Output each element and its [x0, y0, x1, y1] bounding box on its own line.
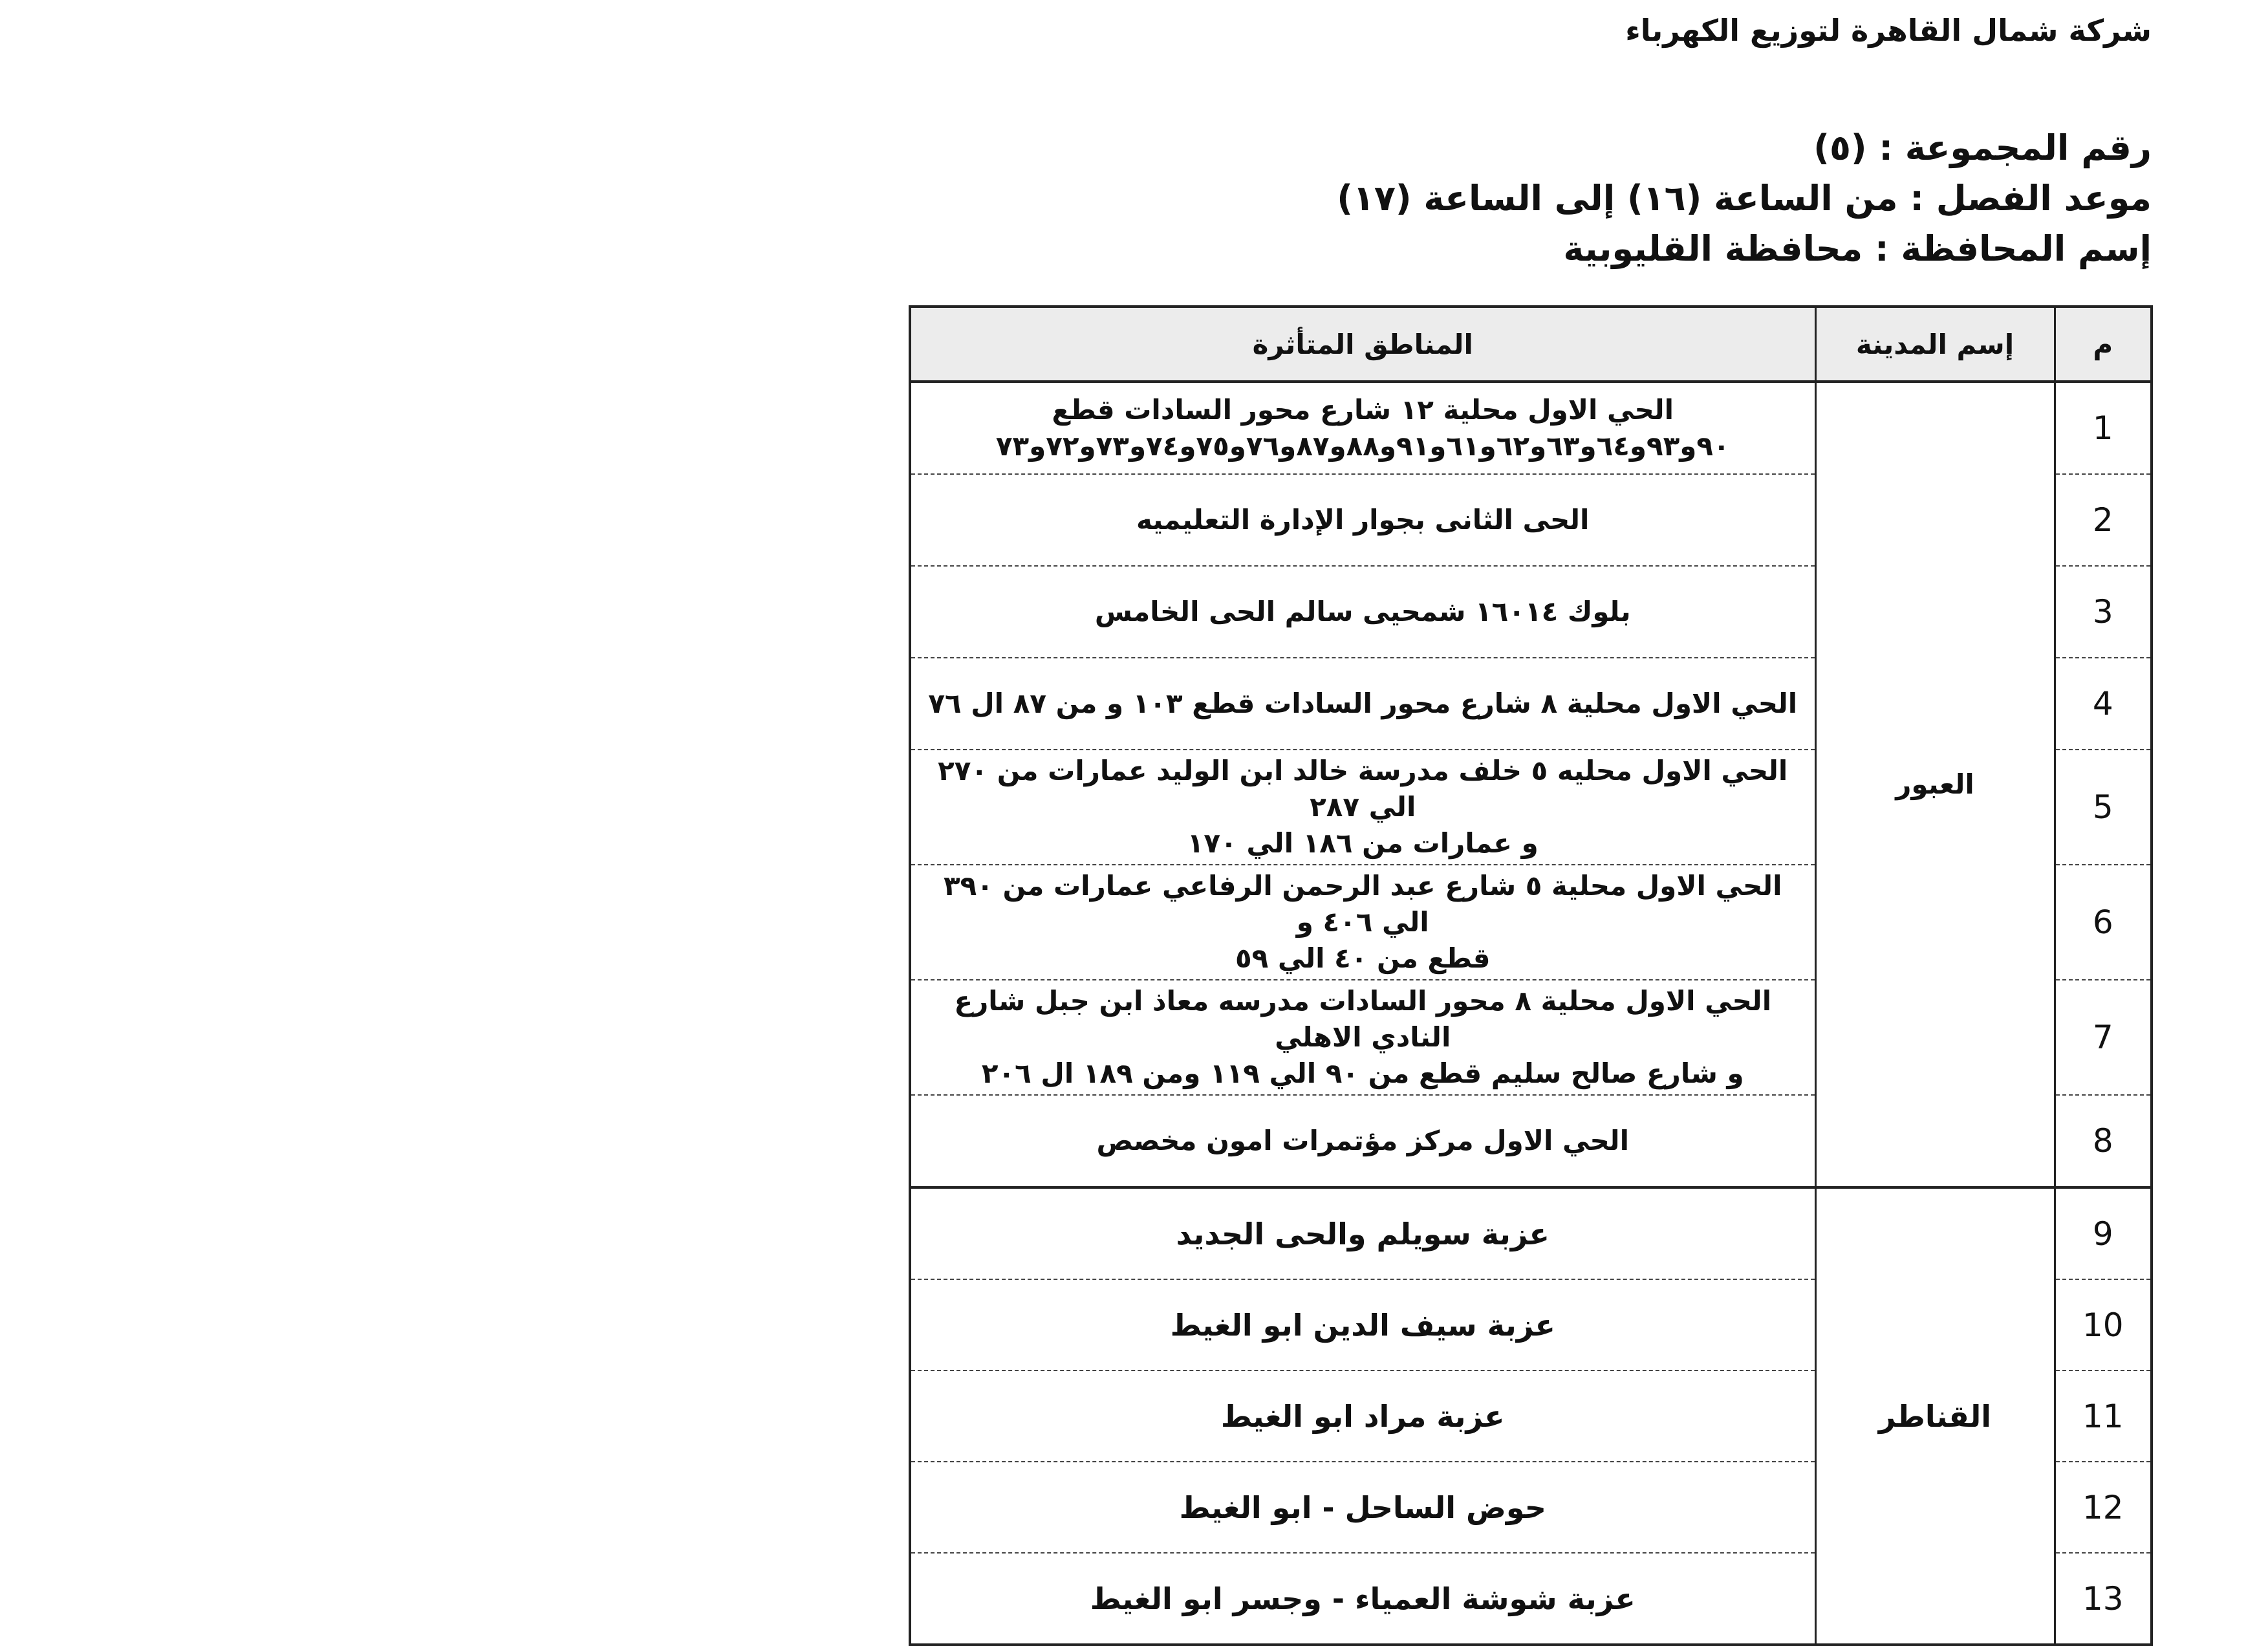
- group-number: رقم المجموعة : (٥): [1813, 127, 2152, 168]
- table-header-row: [910, 307, 2152, 382]
- row-number: 2: [2055, 474, 2152, 566]
- header-areas: المناطق المتأثرة: [910, 307, 1815, 382]
- row-number: 1: [2055, 382, 2152, 474]
- header-info: [1337, 123, 2152, 274]
- affected-area: [910, 474, 1815, 566]
- area-line-1: الحي الاول محلية ٥ شارع عبد الرحمن الرفاعي عمارات من ٣٩٠ الي ٤٠٦ و: [944, 870, 1782, 938]
- row-number: 10: [2055, 1279, 2152, 1370]
- row-number: 5: [2055, 750, 2152, 865]
- area-line-2: و شارع صالح سليم قطع من ٩٠ الي ١١٩ ومن ١٨٩ ال ٢٠٦: [981, 1057, 1744, 1089]
- affected-area: [910, 980, 1815, 1095]
- affected-area: [910, 566, 1815, 658]
- affected-area: [910, 658, 1815, 750]
- area-line-1: الحي الاول مركز مؤتمرات امون مخصص: [1096, 1125, 1629, 1156]
- row-number: 4: [2055, 658, 2152, 750]
- area-line-2: قطع من ٤٠ الي ٥٩: [1235, 942, 1491, 974]
- affected-area: [910, 1279, 1815, 1370]
- table-body: [910, 382, 2152, 1645]
- outage-table: [909, 305, 2153, 1646]
- area-line-1: الحي الاول محليه ٥ خلف مدرسة خالد ابن الوليد عمارات من ٢٧٠ الي ٢٨٧: [938, 755, 1788, 823]
- area-line-1: عزبة سويلم والحى الجديد: [1176, 1216, 1550, 1251]
- row-number: 12: [2055, 1462, 2152, 1553]
- table-row: [910, 382, 2152, 474]
- area-line-2: و عمارات من ١٨٦ الي ١٧٠: [1187, 827, 1539, 859]
- company-name: شركة شمال القاهرة لتوزيع الكهرباء: [1625, 13, 2152, 48]
- city-name: القناطر: [1815, 1187, 2055, 1645]
- governorate-name: إسم المحافظة : محافظة القليوبية: [1563, 228, 2152, 269]
- row-number: 3: [2055, 566, 2152, 658]
- row-number: 13: [2055, 1553, 2152, 1645]
- area-line-1: عزبة سيف الدين ابو الغيط: [1170, 1307, 1555, 1343]
- affected-area: [910, 1370, 1815, 1462]
- outage-time: موعد الفصل : من الساعة (١٦) إلى الساعة (١٧): [1337, 178, 2152, 219]
- row-number: 9: [2055, 1187, 2152, 1279]
- table-row: [910, 1187, 2152, 1279]
- row-number: 7: [2055, 980, 2152, 1095]
- city-name: العبور: [1815, 382, 2055, 1187]
- row-number: 8: [2055, 1095, 2152, 1187]
- affected-area: [910, 865, 1815, 980]
- area-line-1: بلوك ١٦٠١٤ شمحيى سالم الحى الخامس: [1094, 596, 1631, 627]
- affected-area: [910, 750, 1815, 865]
- affected-area: [910, 1553, 1815, 1645]
- affected-area: [910, 382, 1815, 474]
- area-line-1: عزبة شوشة العمياء - وجسر ابو الغيط: [1090, 1581, 1636, 1616]
- header-city: إسم المدينة: [1815, 307, 2055, 382]
- area-line-1: الحي الاول محلية ٨ شارع محور السادات قطع ١٠٣ و من ٨٧ ال ٧٦: [928, 688, 1798, 719]
- affected-area: [910, 1095, 1815, 1187]
- affected-area: [910, 1462, 1815, 1553]
- affected-area: [910, 1187, 1815, 1279]
- row-number: 6: [2055, 865, 2152, 980]
- area-line-1: حوض الساحل - ابو الغيط: [1179, 1489, 1546, 1525]
- row-number: 11: [2055, 1370, 2152, 1462]
- area-line-2: ٩٠و٩٣و٦٤و٦٣و٦٢و٦١و٩١و٨٨و٨٧و٧٦و٧٥و٧٤و٧٣و٧٢و٧٣: [995, 430, 1730, 462]
- area-line-1: الحي الاول محلية ٨ محور السادات مدرسه معاذ ابن جبل شارع النادي الاهلي: [954, 985, 1772, 1053]
- area-line-1: الحي الاول محلية ١٢ شارع محور السادات قطع: [1052, 394, 1674, 426]
- area-line-1: عزبة مراد ابو الغيط: [1220, 1398, 1505, 1434]
- area-line-1: الحى الثانى بجوار الإدارة التعليميه: [1136, 504, 1590, 536]
- header-num: م: [2055, 307, 2152, 382]
